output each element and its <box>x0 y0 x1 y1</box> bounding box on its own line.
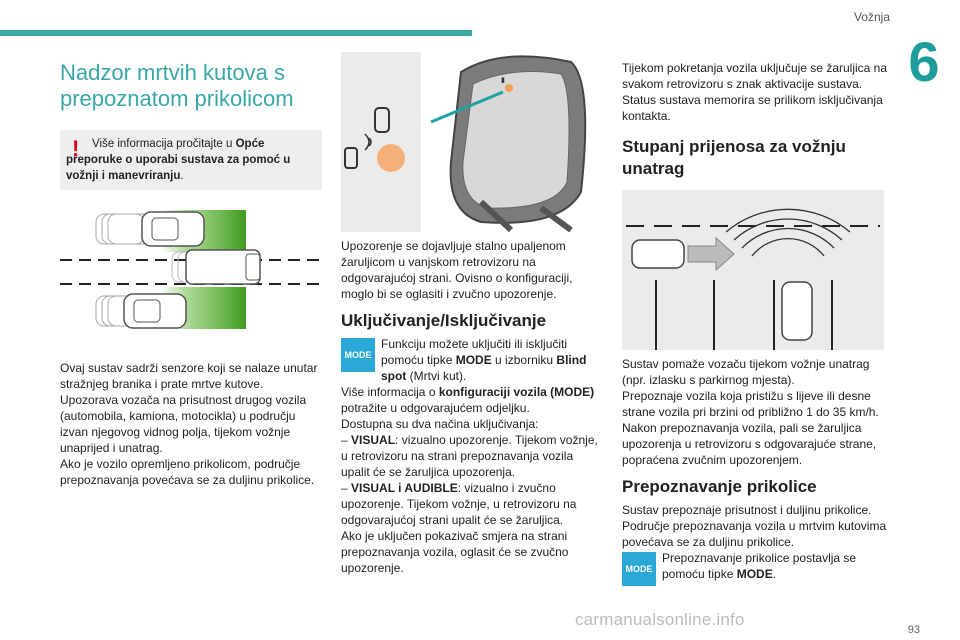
heading-trailer: Prepoznavanje prikolice <box>622 477 817 496</box>
reverse-p1: Sustav pomaže vozaču tijekom vožnje unatrag (npr. izlasku s parkirnog mjesta). <box>622 357 870 387</box>
indicator-note: Ako je uključen pokazivač smjera na strani prepoznavanja vozila, oglasit će se zvučno upozorenje. <box>341 529 569 575</box>
column-3 <box>622 60 887 586</box>
section-title: Vožnja <box>853 10 890 24</box>
chapter-number: 6 <box>908 30 940 93</box>
para-trailer: Ako je vozilo opremljeno prikolicom, područje prepoznavanja povećava se za duljinu prikolice. <box>60 457 315 487</box>
mirror-illustration <box>341 52 421 232</box>
reversing-car <box>782 282 812 340</box>
watermark: carmanualsonline.info <box>575 610 745 629</box>
column-2 <box>341 52 603 576</box>
direction-arrow <box>688 238 734 270</box>
trailer-mode-line: MODE Prepoznavanje prikolice postavlja se pomoću tipke MODE. <box>622 550 887 586</box>
page-number: 93 <box>907 624 920 636</box>
startup-note: Tijekom pokretanja vozila uključuje se žaruljica na svakom retrovizoru s znak aktivacije sustava. Status sustava memorira se prilikom isključivanja kontakta. <box>622 61 888 123</box>
svg-text:▮: ▮ <box>501 77 505 84</box>
car-bottom <box>124 294 186 328</box>
para-warning: Upozorava vozača na prisutnost drugog vozila (automobila, kamiona, motocikla) u području izvan njegovog vidnog polja, tijekom vožnje unaprijed i unatrag. <box>60 393 307 455</box>
modes-intro: Dostupna su dva načina uključivanja: <box>341 417 539 431</box>
warning-text: Više informacija pročitajte u <box>92 138 236 150</box>
reverse-illustration <box>622 190 884 350</box>
mode-button-icon: MODE <box>341 338 375 372</box>
van-with-trailer <box>186 250 260 284</box>
column-1 <box>60 60 322 488</box>
reverse-p3: Nakon prepoznavanja vozila, pali se žaruljica upozorenja u retrovizoru s odgovarajuće strane, popraćena zvučnim upozorenjem. <box>622 421 877 467</box>
car-top <box>142 212 204 246</box>
warning-end: . <box>180 170 184 182</box>
mode-visual: – VISUAL: vizualno upozorenje. Tijekom vožnje, u retrovizoru na strani prepoznavanja vozila upalit će se žaruljica upozorenja. <box>341 433 598 479</box>
approaching-car <box>632 240 684 268</box>
mode-visual-audible: – VISUAL i AUDIBLE: vizualno i zvučno upozorenje. Tijekom vožnje, u retrovizoru na odgovarajućoj strani upalit će se žaruljica. <box>341 481 577 527</box>
heading-on-off: Uključivanje/Isključivanje <box>341 311 547 330</box>
blind-spot-illustration <box>60 202 322 342</box>
mode-button-icon: MODE <box>622 552 656 586</box>
header-accent-bar <box>0 30 472 36</box>
reverse-p2: Prepoznaje vozila koja pristižu s lijeve ili desne strane vozila pri brzini od približno 1 do 35 km/h. <box>622 389 879 419</box>
trailer-p: Sustav prepoznaje prisutnost i duljinu prikolice. Područje prepoznavanja vozila u mrtvim kutovima povećava se za duljinu prikolice. <box>622 503 887 549</box>
mirror-icon-panel <box>341 52 421 232</box>
warning-link-text[interactable]: Opće preporuke o uporabi sustava za pomoć u vožnji i manevriranju <box>66 138 291 182</box>
side-mirror-drawing <box>421 52 603 232</box>
para-sensors: Ovaj sustav sadrži senzore koji se nalaze unutar stražnjeg branika i prate mrtve kutove. <box>60 361 318 391</box>
page-title: Nadzor mrtvih kutova s prepoznatom prikolicom <box>60 60 294 111</box>
config-ref: Više informacija o konfiguraciji vozila (MODE) potražite u odgovarajućem odjeljku. <box>341 385 595 415</box>
mode-line: MODE Funkciju možete uključiti ili isključiti pomoću tipke MODE u izborniku Blind spot (Mrtvi kut). <box>341 336 603 384</box>
reverse-traffic-diagram <box>622 190 884 350</box>
mirror-picture <box>421 52 603 232</box>
warning-exclamation-icon: ! <box>72 136 80 161</box>
mirror-intro: Upozorenje se dojavljuje stalno upaljenom žaruljicom u vanjskom retrovizoru na odgovarajućoj strani. Ovisno o konfiguraciji, moglo bi se oglasiti i zvučno upozorenje. <box>341 239 573 301</box>
car-outline-icon <box>375 108 389 132</box>
blind-spot-diagram <box>60 202 322 342</box>
warning-light-icon <box>377 144 405 172</box>
warning-box <box>60 130 322 190</box>
heading-reverse: Stupanj prijenosa za vožnju unatrag <box>622 137 846 178</box>
